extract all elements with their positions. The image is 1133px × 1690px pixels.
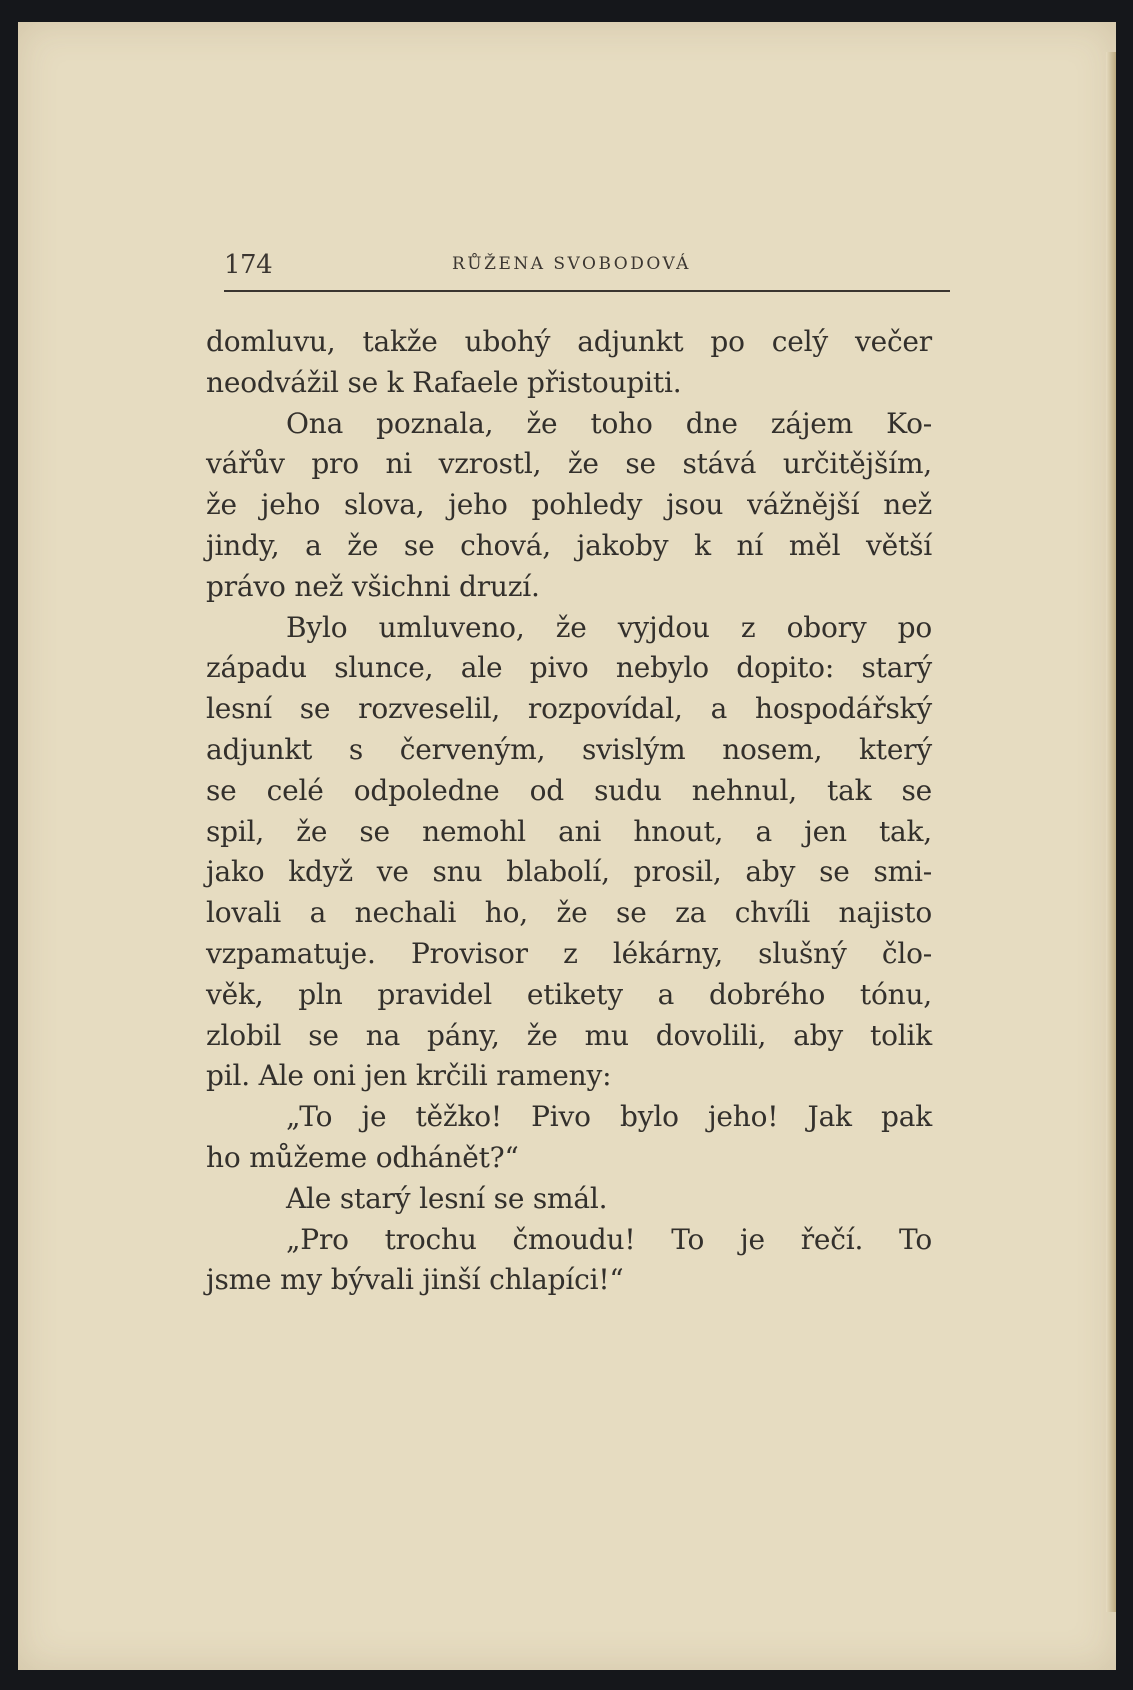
text-line: vářův pro ni vzrostl, že se stává určitějším, <box>206 447 932 481</box>
page-number: 174 <box>224 250 273 280</box>
text-line: neodvážil se k Rafaele přistoupiti. <box>206 365 682 399</box>
text-line: pil. Ale oni jen krčili rameny: <box>206 1059 612 1093</box>
text-line: ho můžeme odhánět?“ <box>206 1140 519 1174</box>
paragraph <box>206 404 932 608</box>
body-text <box>206 322 932 1301</box>
page-edge <box>1106 52 1116 1612</box>
text-line: zlobil se na pány, že mu dovolili, aby tolik <box>206 1018 932 1052</box>
text-line: jako když ve snu blabolí, prosil, aby se smi- <box>206 855 932 889</box>
text-line: věk, pln pravidel etikety a dobrého tónu, <box>206 977 932 1011</box>
text-line: Bylo umluveno, že vyjdou z obory po <box>286 610 932 644</box>
running-head: RŮŽENA SVOBODOVÁ <box>452 254 691 274</box>
text-line: lovali a nechali ho, že se za chvíli najisto <box>206 896 932 930</box>
text-line: právo než všichni druzí. <box>206 569 540 603</box>
paragraph <box>206 322 932 404</box>
text-line: spil, že se nemohl ani hnout, a jen tak, <box>206 814 932 848</box>
text-line: se celé odpoledne od sudu nehnul, tak se <box>206 773 932 807</box>
text-line: že jeho slova, jeho pohledy jsou vážnější než <box>206 488 932 522</box>
text-line: vzpamatuje. Provisor z lékárny, slušný člo- <box>206 936 932 970</box>
text-line: Ona poznala, že toho dne zájem Ko- <box>286 406 932 440</box>
text-line: západu slunce, ale pivo nebylo dopito: starý <box>206 651 932 685</box>
paragraph <box>206 1097 932 1179</box>
paragraph <box>206 608 932 1098</box>
text-line: Ale starý lesní se smál. <box>286 1181 608 1215</box>
text-line: „To je těžko! Pivo bylo jeho! Jak pak <box>286 1100 932 1134</box>
paragraph <box>206 1179 932 1220</box>
paragraph <box>206 1220 932 1302</box>
text-line: jsme my bývali jinší chlapíci!“ <box>206 1263 624 1297</box>
text-line: adjunkt s červeným, svislým nosem, který <box>206 732 932 766</box>
text-line: domluvu, takže ubohý adjunkt po celý večer <box>206 325 932 358</box>
text-line: „Pro trochu čmoudu! To je řečí. To <box>286 1222 932 1256</box>
text-line: lesní se rozveselil, rozpovídal, a hospodářský <box>206 692 932 726</box>
page-header <box>224 250 950 292</box>
text-line: jindy, a že se chová, jakoby k ní měl větší <box>206 528 932 562</box>
